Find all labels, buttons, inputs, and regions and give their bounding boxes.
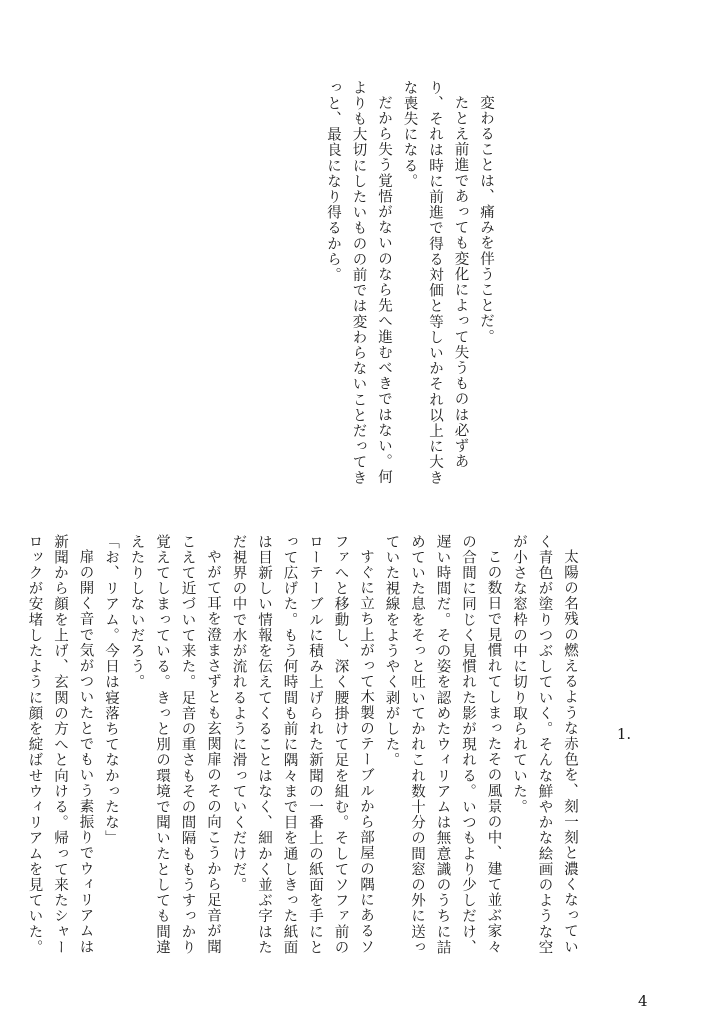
body-paragraph-dialogue: 「お、リアム。今日は寝落ちてなかったな」 [103,534,119,846]
page-number: 4 [638,992,648,1010]
epigraph-paragraph-2: たとえ前進であっても変化によって失うものは必ずあり、それは時に前進で得る対価と等しいかそれ以上に大きな喪失になる。 [401,80,469,486]
body-text [21,534,582,960]
epigraph [320,80,499,500]
epigraph-paragraph-1: 変わることは、痛みを伴うことだ。 [478,94,494,345]
body-paragraph-2: この数日で見慣れてしまったその風景の中、建て並ぶ家々の合間に同じく見慣れた影が現れる。いつもより少しだけ、遅い時間だ。その姿を認めたウィリアムは無意識のうちに詰めていた息をそっと吐いてかれこれ数十分の間窓の外に送っていた視線をようやく剥がした。 [383,534,502,956]
body-paragraph-1: 太陽の名残の燃えるような赤色を、刻一刻と濃くなっていく青色が塗りつぶしていく。そんな鮮やかな絵画のような空が小さな窓枠の中に切り取られていた。 [511,534,578,956]
body-paragraph-6: 扉の開く音で気がついたとでもいう素振りでウィリアムは新聞から顔を上げ、玄関の方へと向ける。帰って来たシャーロックが安堵したように顔を綻ばせウィリアムを見ていた。 [26,534,94,956]
epigraph-paragraph-3: だから失う覚悟がないのなら先へ進むべきではない。何よりも大切にしたいものの前では変わらないことだってきっと、最良になり得るから。 [325,80,392,486]
body-paragraph-4: やがて耳を澄まさずとも玄関扉のその向こうから足音が聞こえて近づいて来た。足音の重さもその間隔ももうすっかり覚えてしまっている。きっと別の環境で聞いたとしても間違えたりしないだろう。 [128,534,221,956]
body-paragraph-3: すぐに立ち上がって木製のテーブルから部屋の隅にあるソファへと移動し、深く腰掛けて足を組む。そしてソファ前のローテーブルに積み上げられた新聞の一番上の紙面を手にとって広げた。もう何時間も前に隅々まで目を通しきった紙面は目新しい情報を伝えてくることはなく、細かく並ぶ字はただ視界の中で水が流れるように滑っていくだけだ。 [230,534,374,956]
chapter-number: 1. [616,725,632,743]
